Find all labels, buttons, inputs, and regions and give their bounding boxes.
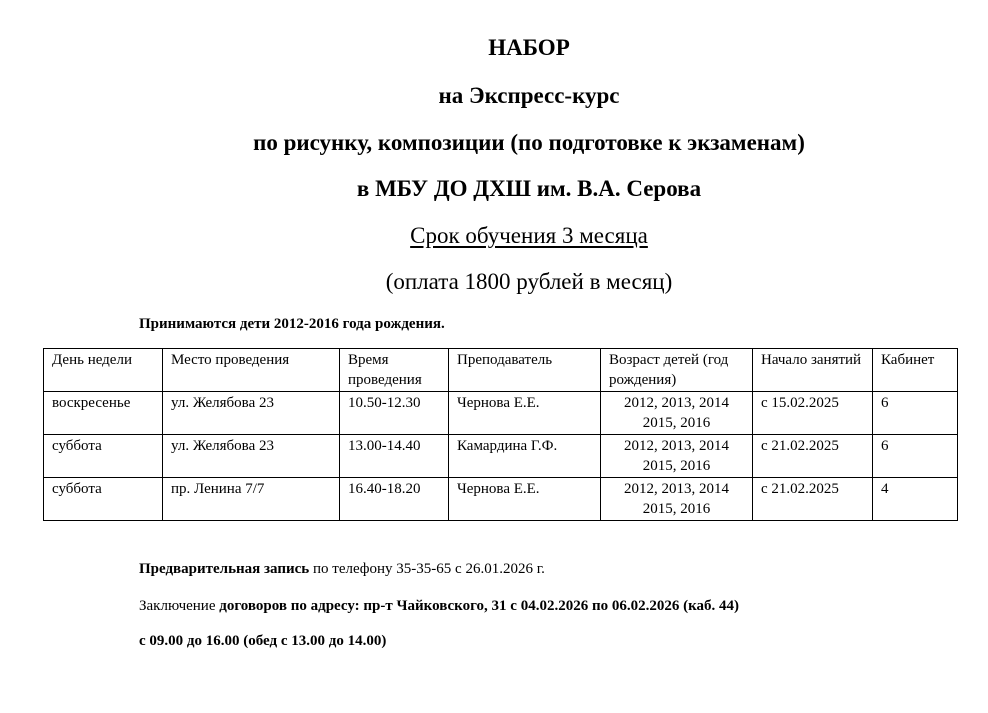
office-hours: с 09.00 до 16.00 (обед с 13.00 до 14.00) [139, 633, 387, 649]
cell-age-line2: 2015, 2016 [642, 415, 711, 431]
cell-day: суббота [44, 435, 163, 478]
cell-start: с 15.02.2025 [753, 392, 873, 435]
cell-room: 4 [873, 478, 958, 521]
header-time: Время проведения [340, 349, 449, 392]
title-subjects: по рисунку, композиции (по подготовке к экзаменам) [253, 130, 805, 155]
cell-day: воскресенье [44, 392, 163, 435]
admission-note: Принимаются дети 2012-2016 года рождения. [139, 316, 445, 332]
cell-room: 6 [873, 392, 958, 435]
header-place: Место проведения [163, 349, 340, 392]
title-school: в МБУ ДО ДХШ им. В.А. Серова [356, 176, 702, 201]
cell-age [601, 435, 753, 478]
cell-day: суббота [44, 478, 163, 521]
table-row [44, 392, 958, 435]
table-row [44, 435, 958, 478]
contracts-label: Заключение [139, 598, 220, 614]
cell-teacher: Чернова Е.Е. [449, 478, 601, 521]
title-course: на Экспресс-курс [438, 83, 620, 108]
cell-place: пр. Ленина 7/7 [163, 478, 340, 521]
cell-age-line1: 2012, 2013, 2014 [624, 395, 729, 411]
table-header-row [44, 349, 958, 392]
title-recruitment: НАБОР [488, 35, 570, 60]
contracts-line [139, 596, 739, 616]
registration-line [139, 559, 545, 579]
contracts-details: договоров по адресу: пр-т Чайковского, 31 с 04.02.2026 по 06.02.2026 (каб. 44) [219, 598, 739, 614]
cell-teacher: Чернова Е.Е. [449, 392, 601, 435]
header-start: Начало занятий [753, 349, 873, 392]
header-room: Кабинет [873, 349, 958, 392]
cell-place: ул. Желябова 23 [163, 435, 340, 478]
course-payment: (оплата 1800 рублей в месяц) [385, 269, 673, 294]
cell-room: 6 [873, 435, 958, 478]
cell-age-line1: 2012, 2013, 2014 [624, 481, 729, 497]
header-day: День недели [44, 349, 163, 392]
header-teacher: Преподаватель [449, 349, 601, 392]
cell-start: с 21.02.2025 [753, 478, 873, 521]
registration-label: Предварительная запись [139, 561, 310, 577]
cell-time: 16.40-18.20 [340, 478, 449, 521]
cell-age-line1: 2012, 2013, 2014 [624, 438, 729, 454]
table-row [44, 478, 958, 521]
cell-teacher: Камардина Г.Ф. [449, 435, 601, 478]
cell-age [601, 392, 753, 435]
header-age: Возраст детей (год рождения) [601, 349, 753, 392]
cell-time: 13.00-14.40 [340, 435, 449, 478]
course-duration: Срок обучения 3 месяца [410, 223, 648, 248]
cell-age-line2: 2015, 2016 [642, 501, 711, 517]
cell-age [601, 478, 753, 521]
cell-start: с 21.02.2025 [753, 435, 873, 478]
registration-details: по телефону 35-35-65 с 26.01.2026 г. [309, 561, 545, 577]
cell-age-line2: 2015, 2016 [642, 458, 711, 474]
cell-time: 10.50-12.30 [340, 392, 449, 435]
schedule-table [43, 348, 958, 521]
cell-place: ул. Желябова 23 [163, 392, 340, 435]
